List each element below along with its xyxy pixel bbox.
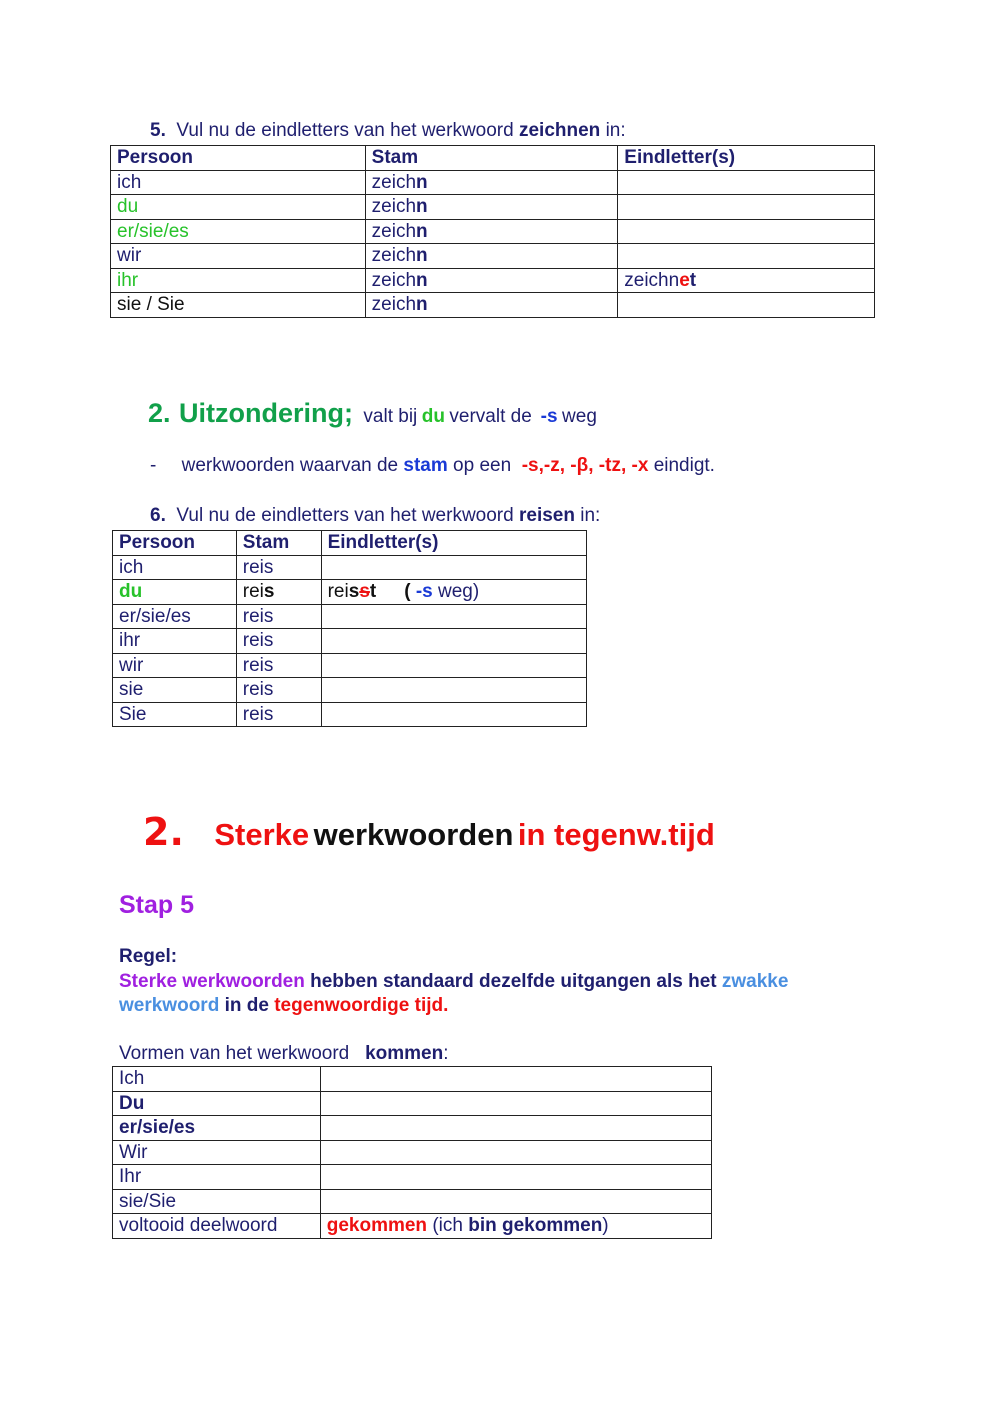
- participle-label: voltooid deelwoord: [113, 1214, 321, 1239]
- table-row: [111, 170, 875, 195]
- answer-cell[interactable]: [320, 1067, 711, 1092]
- sterke-w3: in tegenw.tijd: [517, 817, 715, 852]
- answer-cell[interactable]: [321, 678, 586, 703]
- person-cell: ich: [113, 555, 237, 580]
- regel-p3: zwakke: [721, 971, 789, 992]
- stem-cell: reis: [236, 604, 321, 629]
- table-row: [111, 268, 875, 293]
- table-row: [113, 1091, 712, 1116]
- answer-cell[interactable]: [618, 293, 875, 318]
- answer-t: t: [369, 581, 377, 603]
- sterke-w1: Sterke: [214, 817, 310, 852]
- bullet-line: [150, 455, 715, 477]
- table-row: [111, 293, 875, 318]
- answer-cell[interactable]: [320, 1140, 711, 1165]
- bullet-dash: -: [150, 455, 157, 476]
- exercise5-heading: [150, 120, 626, 142]
- header-stam: Stam: [371, 147, 419, 169]
- person-cell: sie / Sie: [111, 293, 366, 318]
- stem-end: n: [416, 220, 428, 242]
- regel-p2: hebben standaard dezelfde uitgangen als het: [310, 971, 717, 992]
- answer-cell[interactable]: [320, 1116, 711, 1141]
- stem-base: zeich: [371, 196, 417, 218]
- person-cell: ihr: [111, 268, 366, 293]
- person-cell: er/sie/es: [113, 604, 237, 629]
- note-rest: weg): [438, 581, 480, 603]
- answer-struck-s: s: [359, 581, 370, 603]
- answer-cell[interactable]: [321, 653, 586, 678]
- answer-cell[interactable]: [618, 244, 875, 269]
- table-row: [113, 1140, 712, 1165]
- stem-end: n: [416, 196, 428, 218]
- table-row: [113, 629, 587, 654]
- ending-z: ,-z: [538, 455, 560, 476]
- exercise5-intro: Vul nu de eindletters van het werkwoord: [176, 120, 514, 141]
- exercise6-heading: [150, 505, 600, 527]
- ending-s: -s: [521, 455, 539, 476]
- uitzondering-text1: valt bij: [363, 406, 418, 427]
- person-cell: Sie: [113, 702, 237, 727]
- stem-end: n: [416, 171, 428, 193]
- person-cell: Wir: [113, 1140, 321, 1165]
- person-cell: er/sie/es: [119, 1117, 196, 1139]
- answer-cell[interactable]: [320, 1189, 711, 1214]
- table-row: [113, 555, 587, 580]
- participle-value: gekommen: [326, 1215, 428, 1237]
- participle-bold: bin gekommen: [468, 1215, 603, 1237]
- uitzondering-text3: weg: [562, 406, 597, 427]
- table-row: [113, 580, 587, 605]
- vormen-verb: kommen: [365, 1043, 444, 1064]
- stem-end: s: [263, 581, 275, 603]
- answer-cell[interactable]: [618, 195, 875, 220]
- exercise6-table: [112, 530, 587, 727]
- header-persoon: Persoon: [117, 147, 194, 169]
- person-cell: Ihr: [113, 1165, 321, 1190]
- exercise6-intro: Vul nu de eindletters van het werkwoord: [176, 505, 514, 526]
- regel-p1: Sterke werkwoorden: [119, 971, 305, 992]
- sterke-heading: [143, 810, 715, 854]
- stem-end: n: [416, 269, 428, 291]
- uitzondering-heading: [148, 398, 597, 429]
- person-cell: du: [111, 195, 366, 220]
- answer-base: zeichn: [624, 269, 680, 291]
- regel-p6: tegenwoordige tijd.: [274, 995, 449, 1016]
- person-cell: du: [119, 581, 143, 603]
- table-row: [113, 1189, 712, 1214]
- ending-sz: , -β: [559, 455, 589, 476]
- header-stam: Stam: [242, 532, 290, 554]
- answer-cell[interactable]: [618, 170, 875, 195]
- bullet-text1: werkwoorden waarvan de: [181, 455, 399, 476]
- note-open: (: [404, 581, 411, 603]
- answer-cell[interactable]: [618, 219, 875, 244]
- bullet-text3: eindigt.: [653, 455, 715, 476]
- uitzondering-number: 2.: [148, 398, 171, 428]
- stem-cell: reis: [236, 678, 321, 703]
- person-cell: ich: [111, 170, 366, 195]
- stem-cell: reis: [236, 629, 321, 654]
- answer-end: t: [689, 269, 697, 291]
- ending-tz: , -tz: [588, 455, 621, 476]
- stem-base: zeich: [371, 245, 417, 267]
- participle-open: (ich: [432, 1215, 463, 1237]
- header-eindletters: Eindletter(s): [327, 532, 439, 554]
- table-row: [113, 1067, 712, 1092]
- stem-base: rei: [242, 581, 264, 603]
- sterke-number: 2.: [143, 810, 184, 854]
- person-cell: wir: [111, 244, 366, 269]
- person-cell: Ich: [113, 1067, 321, 1092]
- stap-title: Stap 5: [119, 891, 195, 919]
- regel-p4: werkwoord: [119, 995, 220, 1016]
- answer-s: s: [348, 581, 360, 603]
- header-eindletters: Eindletter(s): [624, 147, 736, 169]
- answer-cell[interactable]: [320, 1165, 711, 1190]
- stem-base: zeich: [371, 171, 417, 193]
- table-row: [113, 1116, 712, 1141]
- exercise5-suffix: in:: [605, 120, 626, 141]
- table-header-row: [111, 146, 875, 171]
- uitzondering-du: du: [421, 406, 445, 427]
- stem-end: n: [416, 245, 428, 267]
- regel-line2: [119, 995, 448, 1017]
- bullet-stam: stam: [403, 455, 448, 476]
- table-row: [113, 604, 587, 629]
- vormen-suffix: :: [443, 1043, 449, 1064]
- stem-cell: reis: [236, 555, 321, 580]
- regel-p5: in de: [224, 995, 269, 1016]
- ending-x: , -x: [620, 455, 649, 476]
- stem-base: zeich: [371, 294, 417, 316]
- exercise5-number: 5.: [150, 120, 166, 141]
- table-row: [113, 1165, 712, 1190]
- vormen-heading: [119, 1043, 449, 1065]
- person-cell: er/sie/es: [111, 219, 366, 244]
- regel-label: [119, 946, 177, 968]
- exercise6-suffix: in:: [580, 505, 601, 526]
- exercise6-number: 6.: [150, 505, 166, 526]
- uitzondering-title: Uitzondering;: [178, 398, 353, 428]
- participle-close: ): [602, 1215, 609, 1237]
- stem-base: zeich: [371, 269, 417, 291]
- answer-cell[interactable]: [321, 629, 586, 654]
- answer-cell[interactable]: [321, 604, 586, 629]
- exercise5-verb: zeichnen: [518, 120, 601, 141]
- exercise5-table: [110, 145, 875, 318]
- exercise6-verb: reisen: [518, 505, 575, 526]
- regel-label-text: Regel:: [119, 946, 178, 967]
- person-cell: sie/Sie: [113, 1189, 321, 1214]
- sterke-w2: werkwoorden: [313, 817, 514, 852]
- table-row: [113, 702, 587, 727]
- stem-cell: reis: [236, 653, 321, 678]
- table-row: [111, 244, 875, 269]
- person-cell: Du: [119, 1092, 145, 1114]
- table-header-row: [113, 531, 587, 556]
- vormen-table: [112, 1066, 712, 1239]
- table-row: [113, 678, 587, 703]
- person-cell: sie: [113, 678, 237, 703]
- table-row: [113, 1214, 712, 1239]
- table-row: [111, 219, 875, 244]
- answer-base: rei: [327, 581, 349, 603]
- answer-cell[interactable]: [618, 268, 875, 293]
- person-cell: ihr: [113, 629, 237, 654]
- answer-cell[interactable]: [321, 580, 586, 605]
- answer-cell[interactable]: [320, 1091, 711, 1116]
- vormen-intro: Vormen van het werkwoord: [119, 1043, 350, 1064]
- note-s: -s: [415, 581, 433, 603]
- stem-base: zeich: [371, 220, 417, 242]
- table-row: [113, 653, 587, 678]
- bullet-text2: op een: [453, 455, 512, 476]
- regel-line1: [119, 971, 788, 993]
- header-persoon: Persoon: [119, 532, 196, 554]
- person-cell: wir: [113, 653, 237, 678]
- answer-cell[interactable]: [321, 702, 586, 727]
- table-row: [111, 195, 875, 220]
- uitzondering-s: -s: [540, 406, 558, 427]
- answer-vowel: e: [679, 269, 690, 291]
- uitzondering-text2: vervalt de: [449, 406, 532, 427]
- stem-cell: reis: [236, 702, 321, 727]
- stem-end: n: [416, 294, 428, 316]
- answer-cell[interactable]: [321, 555, 586, 580]
